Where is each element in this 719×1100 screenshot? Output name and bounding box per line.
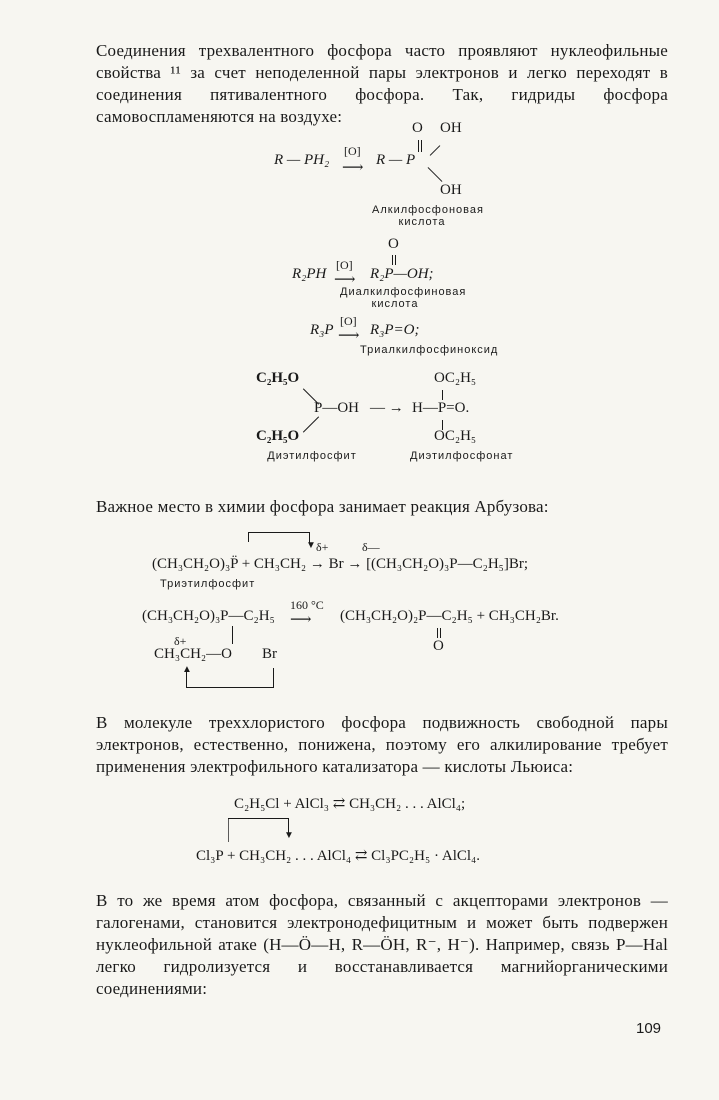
lewis-line1: C₂H₅Cl + AlCl₃ ⇄ CH₃CH₂ . . . AlCl₄;: [234, 796, 466, 812]
arbuzov-line3: CH₃CH₂—O: [154, 646, 232, 662]
scheme3-caption: Триалкилфосфиноксид: [360, 344, 499, 356]
scheme2-o: O: [388, 236, 399, 252]
arbuzov-line1: (CH₃CH₂O)₃P̈ + CH₃CH₂ → Br → [(CH₃CH₂O)₃P—C₂H₅]Br;: [152, 556, 529, 572]
arrow-icon: ⟶: [290, 612, 312, 628]
bond-line: [303, 416, 319, 432]
scheme4-left-bottom: C₂H₅O: [256, 428, 300, 444]
scheme2-product: R₂P—OH;: [370, 266, 434, 282]
double-bond-line: [392, 255, 393, 265]
scheme3-product: R₃P=O;: [370, 322, 420, 338]
scheme1-oh-top: OH: [440, 120, 462, 136]
arbuzov-line2-left: (CH₃CH₂O)₃P—C₂H₅: [142, 608, 275, 624]
double-bond-line: [395, 255, 396, 265]
mechanism-arrow-line: [248, 532, 310, 533]
scheme3-reactant: R₃P: [310, 322, 334, 338]
mechanism-arrow-line: [248, 532, 249, 542]
arrowhead-icon: ▼: [284, 830, 294, 841]
scheme4-right-bottom: OC₂H₅: [434, 428, 477, 444]
scheme1-caption: Алкилфосфоновая кислота: [372, 204, 484, 228]
scheme2-reactant: R₂PH: [292, 266, 327, 282]
scheme1-oh-bottom: OH: [440, 182, 462, 198]
arbuzov-line3-br: Br: [262, 646, 277, 662]
scheme1-reactant: R — PH₂: [274, 152, 330, 168]
arbuzov-delta-plus: δ+: [316, 540, 329, 554]
scheme2-caption: Диалкилфосфиновая кислота: [340, 286, 467, 310]
paragraph-lewis: В молекуле треххлористого фосфора подвижность свободной пары электронов, естественно, понижена, поэтому его алкилирование требует применения электрофильного катализатора — кислоты Льюиса:: [96, 713, 668, 776]
arrow-icon: ⟶: [338, 328, 360, 344]
bond-line: [232, 626, 233, 644]
paragraph-nucleophilic: В то же время атом фосфора, связанный с акцепторами электронов — галогенами, становится электронодефицитным и может быть подвержен нуклеофильной атаке (H—Ö—H, R—ÖH, R⁻, H⁻). Например, связь P—Hal легко гидролизуется и восстанавливается магнийорганическими соединениями:: [96, 891, 668, 998]
double-bond-line: [437, 628, 438, 638]
arbuzov-delta-minus: δ—: [362, 540, 380, 554]
arrow-icon: ⟶: [334, 272, 356, 288]
scheme4-left-center: P—OH: [314, 400, 360, 416]
scheme3-oxidant: [O]: [340, 314, 357, 328]
arbuzov-line2-o: O: [433, 638, 444, 654]
arrowhead-icon: ▼: [306, 540, 316, 551]
double-bond-line: [418, 140, 419, 152]
scheme2-oxidant: [O]: [336, 258, 353, 272]
lewis-line2: Cl₃P + CH₃CH₂ . . . AlCl₄ ⇄ Cl₃PC₂H₅ · AlCl₄.: [196, 848, 481, 864]
bond-line: [430, 145, 441, 156]
arbuzov-line1-caption: Триэтилфосфит: [160, 578, 256, 590]
scheme4-right-caption: Диэтилфосфонат: [410, 450, 514, 462]
bond-line: [428, 167, 443, 182]
arrow-icon: ⟶: [342, 160, 364, 176]
double-bond-line: [440, 628, 441, 638]
double-bond-line: [421, 140, 422, 152]
arrowhead-icon: ▲: [182, 664, 192, 675]
scheme4-left-top: C₂H₅O: [256, 370, 300, 386]
scheme1-oxidant: [O]: [344, 144, 361, 158]
scheme4-left-caption: Диэтилфосфит: [267, 450, 357, 462]
mechanism-arrow-line: [273, 668, 274, 688]
arbuzov-temperature: 160 °C: [290, 598, 324, 612]
scheme4-right-center: H—P=O.: [412, 400, 470, 416]
paragraph-arbuzov: Важное место в химии фосфора занимает реакция Арбузова:: [96, 497, 549, 516]
scheme1-product: R — P: [376, 152, 416, 168]
page-number: 109: [636, 1020, 662, 1037]
bond-line: [442, 390, 443, 400]
arrow-icon: — →: [370, 400, 404, 416]
mechanism-arrow-line: [228, 818, 229, 842]
mechanism-arrow-line: [186, 687, 274, 688]
arbuzov-line2-right: (CH₃CH₂O)₂P—C₂H₅ + CH₃CH₂Br.: [340, 608, 559, 624]
paragraph-intro: Соединения трехвалентного фосфора часто проявляют нуклеофильные свойства ¹¹ за счет неподеленной пары электронов и легко переходят в соединения пятивалентного фосфора. Так, гидриды фосфора самовоспламеняются на воздухе:: [96, 41, 668, 126]
arbuzov-line3-delta: δ+: [174, 634, 187, 648]
scheme4-right-top: OC₂H₅: [434, 370, 477, 386]
mechanism-arrow-line: [228, 818, 288, 819]
scheme1-o: O: [412, 120, 423, 136]
